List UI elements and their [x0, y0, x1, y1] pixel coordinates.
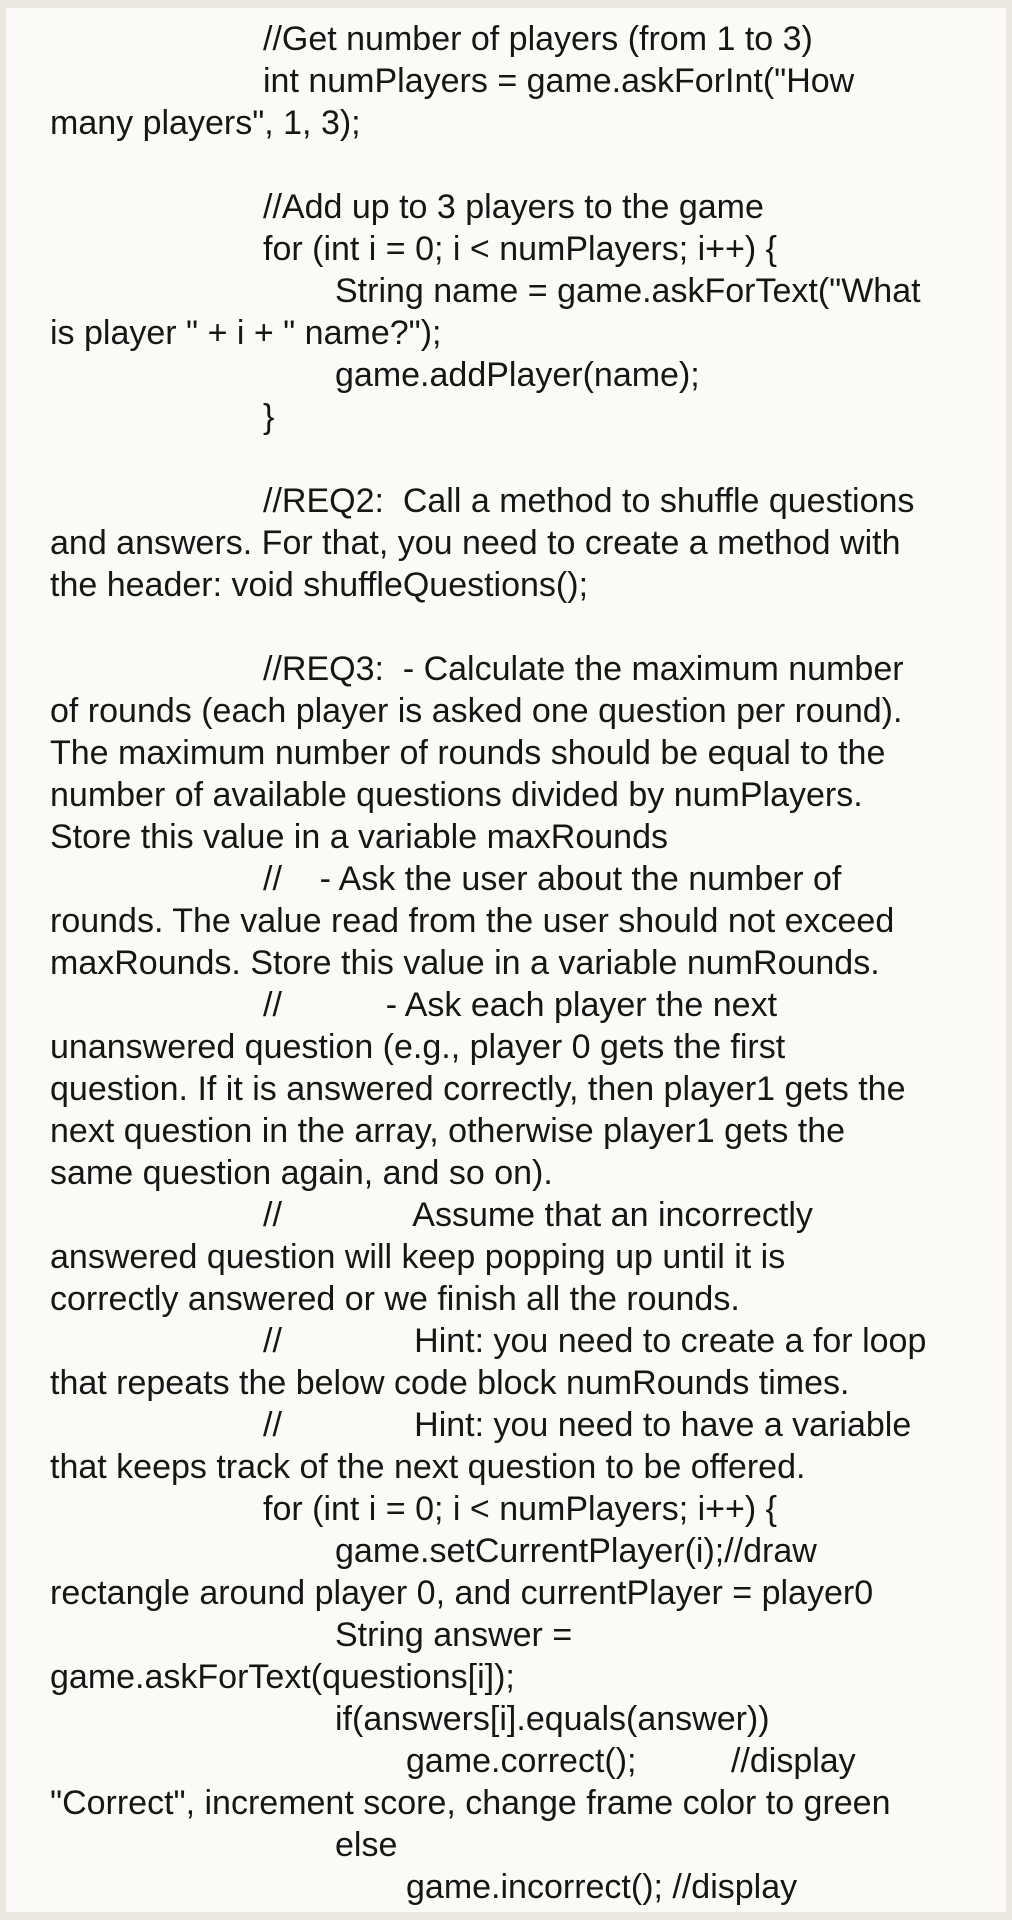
code-line: if(answers[i].equals(answer))	[335, 1700, 770, 1738]
blank-line	[50, 606, 970, 648]
code-line: answered question will keep popping up until it is	[50, 1238, 786, 1276]
code-line: rectangle around player 0, and currentPlayer = player0	[50, 1574, 874, 1612]
code-line: //Get number of players (from 1 to 3)	[263, 20, 813, 58]
code-line: maxRounds. Store this value in a variable numRounds.	[50, 944, 880, 982]
code-line: game.askForText(questions[i]);	[50, 1658, 515, 1696]
code-line: is player " + i + " name?");	[50, 314, 442, 352]
code-line: for (int i = 0; i < numPlayers; i++) {	[263, 1490, 778, 1528]
code-line: and answers. For that, you need to create a method with	[50, 524, 901, 562]
code-line: the header: void shuffleQuestions();	[50, 566, 589, 604]
code-line: next question in the array, otherwise player1 gets the	[50, 1112, 846, 1150]
code-line: game.correct(); //display	[406, 1742, 856, 1780]
blank-line	[50, 144, 970, 186]
code-line: rounds. The value read from the user should not exceed	[50, 902, 895, 940]
code-document	[50, 18, 970, 1908]
code-line: "Correct", increment score, change frame color to green	[50, 1784, 891, 1822]
code-line: //Add up to 3 players to the game	[263, 188, 764, 226]
blank-line	[50, 438, 970, 480]
code-line: //REQ2: Call a method to shuffle questions	[263, 482, 915, 520]
code-line: number of available questions divided by numPlayers.	[50, 776, 863, 814]
code-line: The maximum number of rounds should be equal to the	[50, 734, 886, 772]
code-line: for (int i = 0; i < numPlayers; i++) {	[263, 230, 778, 268]
code-line: // - Ask each player the next	[263, 986, 778, 1024]
code-line: else	[335, 1826, 398, 1864]
code-line: game.incorrect(); //display	[406, 1868, 798, 1906]
code-line: // Assume that an incorrectly	[263, 1196, 813, 1234]
code-line: correctly answered or we finish all the rounds.	[50, 1280, 740, 1318]
code-line: that repeats the below code block numRounds times.	[50, 1364, 850, 1402]
code-line: // Hint: you need to have a variable	[263, 1406, 912, 1444]
code-line: int numPlayers = game.askForInt("How	[263, 62, 855, 100]
code-line: question. If it is answered correctly, then player1 gets the	[50, 1070, 906, 1108]
code-line: that keeps track of the next question to be offered.	[50, 1448, 806, 1486]
code-line: same question again, and so on).	[50, 1154, 553, 1192]
code-line: of rounds (each player is asked one question per round).	[50, 692, 903, 730]
code-line: game.setCurrentPlayer(i);//draw	[335, 1532, 817, 1570]
code-line: String answer =	[335, 1616, 573, 1654]
code-line: // Hint: you need to create a for loop	[263, 1322, 927, 1360]
code-line: String name = game.askForText("What	[335, 272, 921, 310]
code-line: }	[263, 398, 275, 436]
code-line: // - Ask the user about the number of	[263, 860, 842, 898]
code-line: Store this value in a variable maxRounds	[50, 818, 668, 856]
code-line: //REQ3: - Calculate the maximum number	[263, 650, 904, 688]
code-line: game.addPlayer(name);	[335, 356, 700, 394]
code-line: unanswered question (e.g., player 0 gets the first	[50, 1028, 786, 1066]
code-line: many players", 1, 3);	[50, 104, 361, 142]
